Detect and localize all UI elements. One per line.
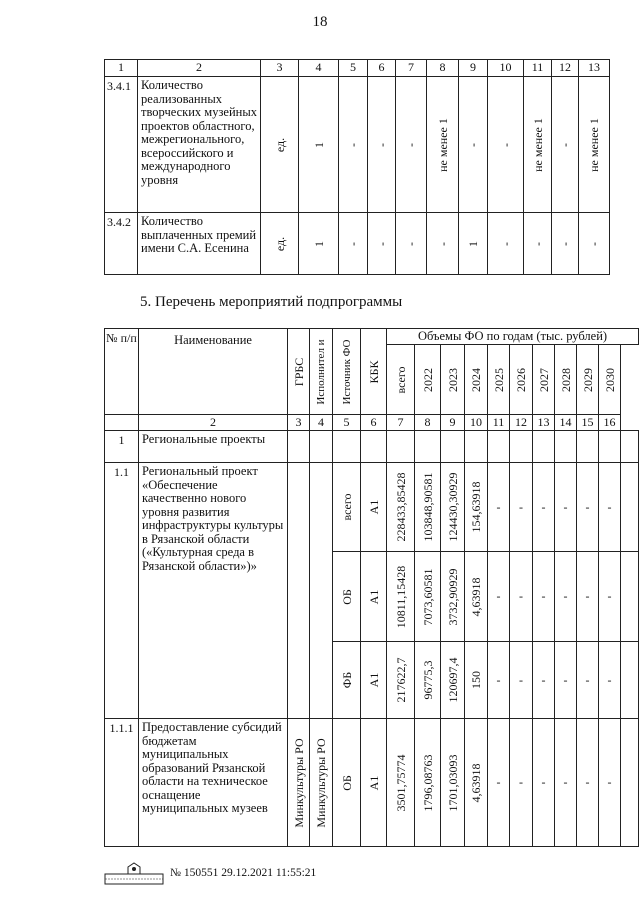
source-cell [333,642,361,719]
value-cell [465,642,488,719]
col-number: 10 [465,415,488,431]
row-name: Региональный проект «Обеспечение качественно нового уровня развития инфраструктуры культуры в Рязанской области («Культурная среда в Рязанской области»)» [139,463,288,719]
value-cell: - [488,642,510,719]
value-cell [524,213,552,275]
value: не менее 1 [530,117,545,172]
col-header: 2 [138,60,261,77]
table-row [105,213,610,275]
col-header: 1 [105,60,138,77]
grbs-label: ГРБС [291,357,306,386]
value-cell [415,552,441,642]
page-number: 18 [312,14,328,30]
value-cell [415,463,441,552]
value: - [498,241,513,246]
value-cell [441,642,465,719]
col-header: 10 [488,60,524,77]
table-row [105,463,639,552]
source: ОБ [339,774,354,791]
emblem-icon [104,860,164,886]
col-header: 8 [427,60,459,77]
executor-cell [310,463,333,719]
value-cell [368,213,396,275]
value-cell [441,463,465,552]
header-row [105,60,610,77]
document-info: № 150551 29.12.2021 11:55:21 [170,867,317,879]
value-cell [299,213,339,275]
year-header [577,345,599,415]
col-number: 7 [387,415,415,431]
value-cell [621,719,639,847]
value-cell [579,213,610,275]
value-cell [579,77,610,213]
total-header [387,345,415,415]
col-header: 7 [396,60,427,77]
year-header [599,345,621,415]
value: - [558,142,572,147]
indicators-table [104,59,610,275]
value-cell [465,719,488,847]
value: - [530,241,545,246]
source-cell [333,552,361,642]
value-cell [459,213,488,275]
col-header: 5 [339,60,368,77]
value: - [374,241,389,246]
row-name: Региональные проекты [139,431,288,463]
value-cell: - [510,719,533,847]
executor-label: Исполнител и [315,338,327,405]
section-title: 5. Перечень мероприятий подпрограммы [140,294,403,310]
executor-header [310,329,333,415]
value-cell: - [577,719,599,847]
executor-cell [310,719,333,847]
value-cell [441,552,465,642]
col-number: 11 [488,415,510,431]
year-label: 2028 [558,367,573,392]
table-row [105,77,610,213]
col-number: 6 [361,415,387,431]
total-cell [387,463,415,552]
total-cell [387,642,415,719]
value: 1796,08763 [420,754,435,811]
source: ФБ [339,671,354,689]
value: - [346,241,360,246]
value: - [498,142,513,147]
value: - [558,241,572,246]
kbk: А1 [366,672,381,688]
grbs-cell [288,719,310,847]
year-header [510,345,533,415]
grbs-header [288,329,310,415]
value: - [587,241,601,246]
column-numbers-row [105,415,639,431]
value-cell: - [488,719,510,847]
value-cell: - [510,463,533,552]
value-cell [488,77,524,213]
value: 7073,60581 [420,568,435,625]
name-header: Наименование [139,329,288,415]
value-cell: - [577,642,599,719]
col-number: 9 [441,415,465,431]
col-header: 12 [552,60,579,77]
kbk-cell [361,552,387,642]
year-label: 2027 [536,367,551,392]
value-cell: - [533,642,555,719]
value: 1 [311,141,326,148]
volumes-header: Объемы ФО по годам (тыс. рублей) [387,329,639,345]
year-header [533,345,555,415]
executor: Минкультуры РО [314,737,328,828]
kbk-header [361,329,387,415]
value: 124430,30929 [445,472,460,542]
value: 96775,3 [420,660,435,700]
value-cell: - [555,463,577,552]
col-number: 14 [555,415,577,431]
value-cell: - [599,552,621,642]
value-cell [427,213,459,275]
value: 4,63918 [469,763,483,802]
value: 1 [466,240,480,247]
source-header [333,329,361,415]
kbk: А1 [366,775,381,790]
value-cell [465,552,488,642]
source: всего [339,493,354,521]
col-number: 8 [415,415,441,431]
col-number: 2 [139,415,288,431]
kbk-cell [361,719,387,847]
value: 4,63918 [469,577,483,616]
year-label: 2023 [445,367,460,392]
value-cell: - [577,552,599,642]
header-row [105,329,639,345]
year-header [441,345,465,415]
value: 154,63918 [469,481,483,533]
value-cell [339,213,368,275]
kbk-cell [361,642,387,719]
document-footer [104,860,344,890]
value: 120697,4 [445,657,460,703]
value-cell: - [510,642,533,719]
value-cell [459,77,488,213]
source-label: Источник ФО [340,339,353,404]
col-number: 13 [533,415,555,431]
value-cell [552,77,579,213]
row-name: Количество выплаченных премий имени С.А. Есенина [138,213,261,275]
year-header [415,345,441,415]
value-cell [415,719,441,847]
value-cell [441,719,465,847]
value-cell: - [488,463,510,552]
value-cell: - [510,552,533,642]
value-cell [396,213,427,275]
kbk: А1 [366,589,381,604]
value-cell [524,77,552,213]
kbk: А1 [366,499,381,515]
year-header [465,345,488,415]
col-header: 6 [368,60,396,77]
value-cell [621,463,639,552]
table-row [105,719,639,847]
col-header: 11 [524,60,552,77]
value-cell: - [599,463,621,552]
col-number: 15 [577,415,599,431]
kbk-label: КБК [366,360,381,383]
year-label: 2030 [602,367,617,392]
col-number: 16 [599,415,621,431]
total: 228433,85428 [393,472,408,542]
value-cell: - [577,463,599,552]
year-header [555,345,577,415]
col-number [105,415,139,431]
num-header: № п/п [105,329,139,415]
value-cell: - [555,552,577,642]
source-cell [333,719,361,847]
value: - [404,241,418,246]
col-number: 4 [310,415,333,431]
value-cell: - [488,552,510,642]
year-label: 2029 [580,367,595,392]
row-number: 1 [105,431,139,463]
value-cell [621,552,639,642]
grbs: Минкультуры РО [291,737,306,828]
value-cell [488,213,524,275]
value-cell [621,642,639,719]
row-number: 1.1 [105,463,139,719]
total: 3501,75774 [393,754,408,811]
unit: ед. [272,137,287,152]
value-cell: - [533,719,555,847]
value: 1701,03093 [445,754,460,811]
value: 150 [469,671,483,689]
year-label: 2025 [491,367,506,392]
unit-cell [261,77,299,213]
value-cell [465,463,488,552]
col-number: 5 [333,415,361,431]
col-header: 3 [261,60,299,77]
value: - [346,142,360,147]
value-cell: - [533,552,555,642]
total-cell [387,719,415,847]
value: 1 [311,240,326,247]
value: не менее 1 [587,117,601,172]
source: ОБ [339,588,354,605]
value-cell: - [555,719,577,847]
grbs-cell [288,463,310,719]
source-cell [333,463,361,552]
value-cell [427,77,459,213]
measures-table [104,328,639,847]
value-cell: - [555,642,577,719]
value-cell [396,77,427,213]
row-number: 1.1.1 [105,719,139,847]
row-name: Количество реализованных творческих музейных проектов областного, межрегионального, всероссийского и международного уровня [138,77,261,213]
total: 10811,15428 [393,565,408,628]
value: 103848,90581 [420,472,435,542]
unit: ед. [272,236,287,251]
year-label: 2024 [469,367,483,392]
value-cell: - [599,642,621,719]
col-header: 9 [459,60,488,77]
row-number: 3.4.2 [105,213,138,275]
unit-cell [261,213,299,275]
col-header: 13 [579,60,610,77]
value-cell [339,77,368,213]
total: 217622,7 [393,657,408,703]
value-cell [368,77,396,213]
year-header [488,345,510,415]
value: - [466,142,480,147]
total-label: всего [393,365,408,394]
table-row [105,431,639,463]
col-header: 4 [299,60,339,77]
value: - [404,142,418,147]
value-cell [552,213,579,275]
col-number: 12 [510,415,533,431]
value: не менее 1 [435,117,450,172]
row-name: Предоставление субсидий бюджетам муниципальных образований Рязанской области на техническое оснащение муниципальных музеев [139,719,288,847]
value-cell: - [533,463,555,552]
value: 3732,90929 [445,568,460,625]
value-cell [299,77,339,213]
value-cell: - [599,719,621,847]
value-cell [415,642,441,719]
row-number: 3.4.1 [105,77,138,213]
year-label: 2022 [420,367,435,392]
year-label: 2026 [514,367,528,392]
total-cell [387,552,415,642]
value: - [435,241,450,246]
value: - [374,142,389,147]
col-number: 3 [288,415,310,431]
kbk-cell [361,463,387,552]
